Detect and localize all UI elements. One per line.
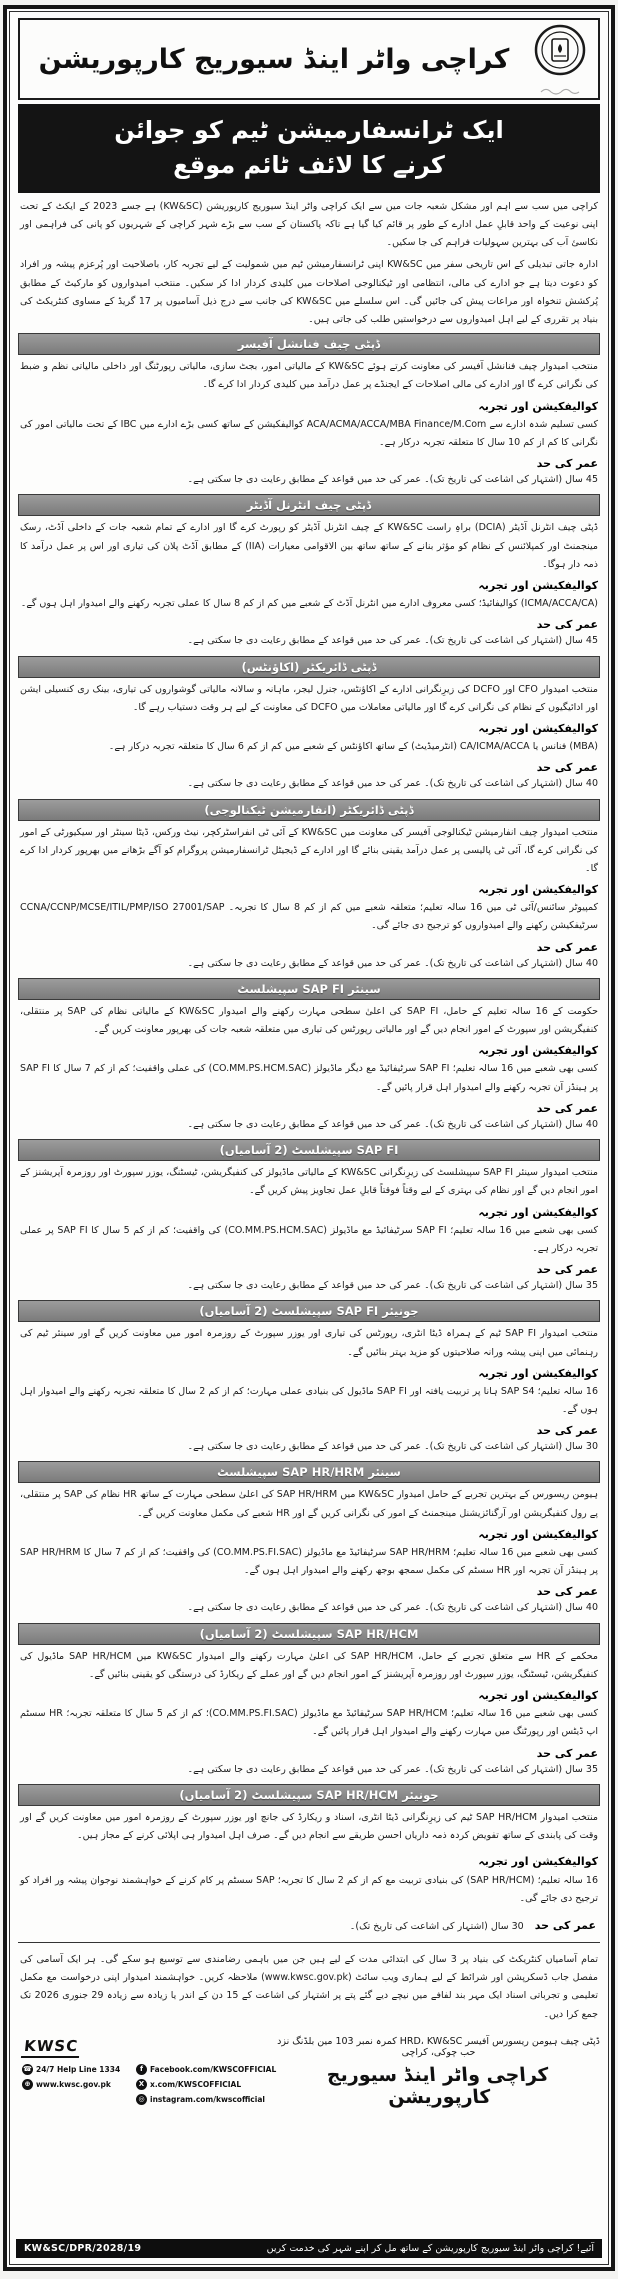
instagram-row — [136, 2092, 271, 2107]
job-title-bar — [18, 1461, 600, 1483]
reference-number: KW&SC/DPR/2028/19 — [24, 2243, 142, 2254]
phone-text: 24/7 Help Line 1334 — [36, 2064, 121, 2074]
contact-block — [18, 2034, 277, 2107]
age-row — [18, 457, 600, 489]
facebook-text: Facebook.com/KWSCOFFICIAL — [150, 2064, 277, 2074]
job-age-limit: 40 سال (اشتہار کی اشاعت کی تاریخ تک)۔ عمر کی حد میں قواعد کے مطابق رعایت دی جا سکتی ہے۔ — [187, 1118, 598, 1130]
job-qualification: 16 سالہ تعلیم؛ SAP S4 ہانا پر تربیت یافتہ اور SAP FI ماڈیول کی بنیادی عملی مہارت؛ کم از کم 2 سال کا متعلقہ تجربہ رکھنے والے امیدوار اہل ہوں گے۔ — [20, 1385, 599, 1415]
qualification-heading: کوالیفکیشن اور تجربہ — [478, 1855, 598, 1869]
job-description: حکومت کے 16 سالہ تعلیم کے حامل، SAP FI کی اعلیٰ سطحی مہارت رکھنے والے امیدوار KW&SC کے مالیاتی نظام کی SAP پر منتقلی، کنفیگریشن اور سپورٹ کے امور انجام دیں گے اور مالیاتی رپورٹس کی تیاری میں متعلقہ شعبہ جات کی بھرپور معاونت کریں گے۔ — [20, 1005, 598, 1036]
job-title: سینئر SAP FI سپیشلسٹ — [237, 981, 381, 996]
logo-caption-squiggle — [540, 87, 580, 95]
age-row — [18, 1424, 600, 1456]
job-section — [18, 1300, 600, 1456]
phone-row — [22, 2062, 132, 2077]
job-description: ہیومن ریسورس کے بہترین تجربے کے حامل امیدوار KW&SC میں SAP HR/HRM کی اعلیٰ سطحی مہارت کے ساتھ HR نظام کی SAP پر منتقلی، پے رول کنفیگریشن اور آرگنائزیشنل مینجمنٹ کے امور کی نگرانی کریں گے اور HR شعبے کی مکمل معاونت کریں گے۔ — [20, 1489, 599, 1519]
job-title: ڈپٹی چیف انٹرنل آڈیٹر — [246, 498, 372, 513]
job-age-limit: 45 سال (اشتہار کی اشاعت کی تاریخ تک)۔ عمر کی حد میں قواعد کے مطابق رعایت دی جا سکتی ہے۔ — [187, 474, 598, 486]
job-listings — [18, 333, 600, 1936]
contact-grid — [22, 2062, 277, 2107]
qualification-heading: کوالیفکیشن اور تجربہ — [478, 1205, 598, 1219]
qualification-heading: کوالیفکیشن اور تجربہ — [478, 1366, 598, 1380]
org-title: کراچی واٹر اینڈ سیوریج کارپوریشن — [38, 43, 510, 75]
age-row — [20, 1914, 598, 1936]
website-row — [22, 2077, 132, 2092]
job-age-limit: 30 سال (اشتہار کی اشاعت کی تاریخ تک)۔ عمر کی حد میں قواعد کے مطابق رعایت دی جا سکتی ہے۔ — [187, 1441, 598, 1453]
x-row — [136, 2077, 271, 2092]
age-limit-heading: عمر کی حد — [536, 1585, 598, 1599]
job-age-limit: 45 سال (اشتہار کی اشاعت کی تاریخ تک)۔ عمر کی حد میں قواعد کے مطابق رعایت دی جا سکتی ہے۔ — [187, 635, 598, 647]
qualification-heading: کوالیفکیشن اور تجربہ — [478, 1689, 598, 1703]
job-qualification: کمپیوٹر سائنس/آئی ٹی میں 16 سالہ تعلیم؛ متعلقہ شعبے میں کم از کم 8 سال کا تجربہ۔ CCNA/CCNP/MCSE/ITIL/PMP/ISO 27001/SAP سرٹیفکیشن رکھنے والے امیدواروں کو ترجیح دی جائے گی۔ — [20, 902, 598, 932]
job-description: منتخب امیدوار چیف فنانشل آفیسر کی معاونت کرتے ہوئے KW&SC کے مالیاتی امور، بجٹ سازی، مالیاتی رپورٹنگ اور داخلی مالیاتی نظم و ضبط کی نگرانی کرے گا اور ادارے کی مالی اصلاحات کے ایجنڈے پر عمل درآمد میں کلیدی کردار ادا کرے گا۔ — [20, 361, 598, 391]
age-limit-heading: عمر کی حد — [536, 940, 598, 954]
qualification-heading: کوالیفکیشن اور تجربہ — [478, 883, 598, 897]
age-row — [18, 761, 600, 793]
job-section — [18, 333, 600, 489]
intro-section — [18, 198, 600, 330]
job-title: جونیئر SAP HR/HCM سپیشلسٹ (2 آسامیاں) — [179, 1787, 439, 1802]
job-age-limit: 40 سال (اشتہار کی اشاعت کی تاریخ تک)۔ عمر کی حد میں قواعد کے مطابق رعایت دی جا سکتی ہے۔ — [187, 957, 598, 969]
job-title: SAP HR/HCM سپیشلسٹ (2 آسامیاں) — [199, 1626, 419, 1641]
job-title-bar — [18, 494, 600, 516]
age-limit-heading: عمر کی حد — [536, 1101, 598, 1115]
spacer-row — [22, 2092, 132, 2107]
job-qualification: کسی تسلیم شدہ ادارے سے ACA/ACMA/ACCA/MBA Finance/M.Com کوالیفکیشن کے ساتھ کسی بڑے ادارے میں IBC کے تحت مالیاتی امور کی نگرانی کا کم از کم 10 سال کا متعلقہ تجربہ درکار ہے۔ — [20, 418, 598, 448]
age-row — [18, 1747, 600, 1779]
instagram-text: instagram.com/kwscofficial — [150, 2094, 265, 2104]
bottom-bar — [16, 2239, 602, 2258]
facebook-row — [136, 2062, 277, 2077]
job-description: ڈپٹی چیف انٹرنل آڈیٹر (DCIA) براہِ راست KW&SC کے چیف انٹرنل آڈیٹر کو رپورٹ کرے گا اور ادارے کے تمام شعبہ جات کے داخلی آڈٹ، رسک مینجمنٹ اور کمپلائنس کے نظام کو مؤثر بنانے کے ساتھ ساتھ بین الاقوامی معیارات (IIA) کے مطابق آڈٹ پلان کی تیاری اور اس پر عمل درآمد کا ذمہ دار ہوگا۔ — [20, 522, 599, 570]
job-section — [18, 494, 600, 650]
job-title-bar — [18, 1300, 600, 1322]
kwsc-footer-logo: KWSC — [21, 2037, 81, 2058]
age-limit-heading: عمر کی حد — [536, 1746, 598, 1760]
x-icon: X — [136, 2079, 147, 2090]
job-section — [18, 1623, 600, 1779]
closing-text: تمام آسامیاں کنٹریکٹ کی بنیاد پر 3 سال کی ابتدائی مدت کے لیے ہیں جن میں باہمی رضامندی سے توسیع ہو سکے گی۔ ہر ایک آسامی کی مفصل جاب ڈسکرپشن اور شرائط کے لیے ہماری ویب سائٹ (www.kwsc.gov.pk) ملاحظہ کریں۔ خواہشمند امیدوار اپنی درخواست مع مکمل تعلیمی و تجرباتی اسناد ایک مہر بند لفافے میں نیچے دیے گئے پتے پر اشتہار کی اشاعت کے 15 دن کے اندر یا زیادہ سے زیادہ 29 جنوری 2026 تک جمع کرا دیں۔ — [20, 1953, 598, 2020]
job-title: ڈپٹی چیف فنانشل آفیسر — [237, 337, 381, 352]
job-title: سینئر SAP HR/HRM سپیشلسٹ — [217, 1465, 401, 1480]
job-section — [18, 1784, 600, 1936]
job-age-limit: 30 سال (اشتہار کی اشاعت کی تاریخ تک)۔ — [349, 1920, 524, 1932]
headline-banner — [18, 104, 600, 193]
job-description: منتخب امیدوار CFO اور DCFO کی زیرِنگرانی ادارے کے اکاؤنٹس، جنرل لیجر، ماہانہ و سالانہ مالیاتی گوشواروں کی تیاری، بینک ری کنسیلی ایشن اور ادائیگیوں کے نظام کی نگرانی کرے گا اور مالیاتی معاملات میں DCFO کی معاونت کے لیے ہر وقت دستیاب رہے گا۔ — [20, 683, 599, 713]
bottom-tagline: آئیے! کراچی واٹر اینڈ سیوریج کارپوریشن کے ساتھ مل کر اپنے شہر کی خدمت کریں — [266, 2243, 594, 2254]
age-row — [18, 1585, 600, 1617]
age-limit-heading: عمر کی حد — [536, 1263, 598, 1277]
job-qualification: (ICMA/ACCA/CA) کوالیفائیڈ؛ کسی معروف ادارے میں انٹرنل آڈٹ کے شعبے میں کم از کم 8 سال کا عملی تجربہ رکھنے والے امیدوار اہل ہوں گے۔ — [20, 598, 598, 610]
qualification-heading: کوالیفکیشن اور تجربہ — [478, 722, 598, 736]
job-qualification: کسی بھی شعبے میں 16 سالہ تعلیم؛ SAP FI سرٹیفائیڈ مع دیگر ماڈیولز (CO.MM.PS.HCM.SAC) کی عملی واقفیت؛ کم از کم 7 سال کا SAP FI پر ہینڈز آن تجربہ رکھنے والے امیدوار اہل قرار پائیں گے۔ — [20, 1063, 598, 1093]
ad-inner-frame — [9, 11, 609, 2265]
header-box — [18, 18, 600, 100]
job-description: منتخب امیدوار SAP HR/HCM ٹیم کی زیرِنگرانی ڈیٹا انٹری، اسناد و ریکارڈ کی جانچ اور یوزر سپورٹ کے روزمرہ امور میں معاونت کریں گے اور وقت کی پابندی کے ساتھ تفویض کردہ ذمہ داریاں احسن طریقے سے انجام دیں گے۔ صرف اہل امیدوار ہی اپلائی کرنے کے مجاز ہیں۔ — [20, 1811, 599, 1842]
job-qualification: 16 سالہ تعلیم؛ (SAP HR/HCM) کی بنیادی تربیت مع کم از کم 2 سال کا تجربہ؛ SAP سسٹم پر کام کرنے کے خواہشمند نوجوان پیشہ ور افراد کو ترجیح دی جائے گی۔ — [20, 1875, 599, 1905]
job-title-bar — [18, 1139, 600, 1161]
x-text: x.com/KWSCOFFICIAL — [150, 2079, 242, 2089]
job-age-limit: 40 سال (اشتہار کی اشاعت کی تاریخ تک)۔ عمر کی حد میں قواعد کے مطابق رعایت دی جا سکتی ہے۔ — [187, 778, 598, 790]
headline-line-1: ایک ٹرانسفارمیشن ٹیم کو جوائن — [114, 116, 504, 144]
age-row — [18, 1102, 600, 1134]
age-row — [18, 941, 600, 973]
age-limit-heading: عمر کی حد — [536, 457, 598, 471]
address-block — [277, 2034, 600, 2108]
org-signature: کراچی واٹر اینڈ سیوریج کارپوریشن — [325, 2063, 550, 2108]
headline-line-2: کرنے کا لائف ٹائم موقع — [173, 150, 445, 179]
job-title: ڈپٹی ڈائریکٹر (اکاؤنٹس) — [241, 659, 377, 674]
job-section — [18, 1139, 600, 1295]
instagram-icon: ◎ — [136, 2094, 147, 2105]
job-title: ڈپٹی ڈائریکٹر (انفارمیشن ٹیکنالوجی) — [204, 802, 414, 817]
address-line: ڈپٹی چیف ہیومن ریسورس آفیسر HRD، KW&SC کمرہ نمبر 103 مین بلڈنگ نزد حب چوکی، کراچی — [277, 2035, 600, 2058]
job-title-bar — [18, 799, 600, 821]
job-title-bar — [18, 978, 600, 1000]
phone-icon: ☎ — [23, 2064, 32, 2073]
qualification-heading: کوالیفکیشن اور تجربہ — [478, 579, 598, 593]
job-description: منتخب امیدوار SAP FI ٹیم کے ہمراہ ڈیٹا انٹری، رپورٹس کی تیاری اور یوزر سپورٹ کے روزمرہ امور میں معاونت کریں گے اور سینئر ٹیم کی رہنمائی میں اپنی پیشہ ورانہ صلاحیتوں کو مزید بہتر بنائیں گے۔ — [20, 1328, 598, 1358]
job-age-limit: 35 سال (اشتہار کی اشاعت کی تاریخ تک)۔ عمر کی حد میں قواعد کے مطابق رعایت دی جا سکتی ہے۔ — [187, 1280, 598, 1292]
globe-icon: ⊕ — [22, 2079, 33, 2090]
job-qualification: کسی بھی شعبے میں 16 سالہ تعلیم؛ SAP FI سرٹیفائیڈ مع ماڈیولز (CO.MM.PS.HCM.SAC) کی واقفیت؛ کم از کم 5 سال کا SAP FI پر عملی تجربہ درکار ہے۔ — [20, 1224, 598, 1254]
qualification-heading: کوالیفکیشن اور تجربہ — [478, 1527, 598, 1541]
job-qualification: کسی بھی شعبے میں 16 سالہ تعلیم؛ SAP HR/HCM سرٹیفائیڈ مع ماڈیولز (CO.MM.PS.FI.SAC)؛ کم از کم 5 سال کا متعلقہ تجربہ؛ HR سسٹم اپ ڈیٹس اور رپورٹنگ میں مہارت رکھنے والے امیدوار اہل قرار پائیں گے۔ — [20, 1708, 598, 1738]
job-description: منتخب امیدوار چیف انفارمیشن ٹیکنالوجی آفیسر کی معاونت میں KW&SC کے آئی ٹی انفراسٹرکچر، نیٹ ورکس، ڈیٹا سینٹر اور سیکیورٹی کے امور کی نگرانی کرے گا، آئی ٹی پالیسی پر عمل درآمد یقینی بنائے گا اور ادارے کے ڈیجیٹل ٹرانسفارمیشن پروگرام کو آگے بڑھانے میں بھرپور کردار ادا کرے گا۔ — [20, 826, 598, 874]
job-description: منتخب امیدوار سینئر SAP FI سپیشلسٹ کی زیرِنگرانی KW&SC کے مالیاتی ماڈیولز کی کنفیگریشن، ٹیسٹنگ، یوزر سپورٹ اور روزمرہ آپریشنز کے امور انجام دیں گے اور نظام کی بہتری کے لیے وقتاً فوقتاً قابلِ عمل تجاویز پیش کریں گے۔ — [20, 1167, 598, 1197]
age-limit-heading: عمر کی حد — [536, 1424, 598, 1438]
age-limit-heading: عمر کی حد — [534, 1918, 596, 1932]
kwsc-emblem-logo — [530, 24, 590, 99]
job-description: محکمے کے HR سے متعلق تجربے کے حامل، SAP HR/HCM کی اعلیٰ مہارت رکھنے والے امیدوار KW&SC میں SAP HR/HCM ماڈیول کی کنفیگریشن، ٹیسٹنگ، یوزر سپورٹ اور روزمرہ آپریشنز کے امور انجام دیں گے اور عملے کے ریکارڈ کی درستگی کو یقینی بنائیں گے۔ — [20, 1650, 598, 1680]
footer — [18, 2034, 600, 2108]
job-title: جونیئر SAP FI سپیشلسٹ (2 آسامیاں) — [199, 1304, 419, 1319]
job-title-bar — [18, 1623, 600, 1645]
ad-outer-frame — [3, 5, 615, 2271]
job-section — [18, 1461, 600, 1617]
age-row — [18, 1263, 600, 1295]
job-title: SAP FI سپیشلسٹ (2 آسامیاں) — [219, 1143, 399, 1158]
intro-paragraph-1: کراچی میں سب سے اہم اور مشکل شعبہ جات میں سے ایک کراچی واٹر اینڈ سیوریج کارپوریشن (KW&SC) ہے جسے 2023 کے ایکٹ کے تحت اپنی نوعیت کے واحد قابلِ عمل ادارے کے طور پر قائم کیا گیا ہے تاکہ پاکستان کے سب سے بڑے شہر کراچی کے شہریوں کو پانی کی فراہمی اور نکاسیٔ آب کی بہترین سہولیات فراہم کی جا سکیں۔ — [20, 200, 598, 249]
closing-instructions — [18, 1942, 600, 2024]
job-title-bar — [18, 333, 600, 355]
job-title-bar — [18, 1784, 600, 1806]
kwsc-emblem-icon — [534, 24, 586, 76]
age-limit-heading: عمر کی حد — [536, 761, 598, 775]
job-qualification: کسی بھی شعبے میں 16 سالہ تعلیم؛ SAP HR/HRM سرٹیفائیڈ مع ماڈیولز (CO.MM.PS.FI.SAC) کی واقفیت؛ کم از کم 7 سال کا SAP HR/HRM پر ہینڈز آن تجربہ اور HR سسٹم کی مکمل سمجھ بوجھ رکھنے والے امیدوار اہل ہوں گے۔ — [20, 1546, 598, 1577]
facebook-icon: f — [136, 2064, 147, 2075]
qualification-heading: کوالیفکیشن اور تجربہ — [478, 399, 598, 413]
website-text: www.kwsc.gov.pk — [36, 2079, 111, 2089]
job-age-limit: 40 سال (اشتہار کی اشاعت کی تاریخ تک)۔ عمر کی حد میں قواعد کے مطابق رعایت دی جا سکتی ہے۔ — [187, 1602, 598, 1614]
job-section — [18, 978, 600, 1134]
intro-paragraph-2: ادارہ جاتی تبدیلی کے اس تاریخی سفر میں KW&SC اپنی ٹرانسفارمیشن ٹیم میں شمولیت کے لیے تجربہ کار، باصلاحیت اور پُرعزم پیشہ ور افراد کو دعوت دیتا ہے جو ادارے کی مالی، انتظامی اور ٹیکنالوجی اصلاحات میں کلیدی کردار ادا کر سکیں۔ منتخب امیدواروں کو مارکیٹ کے مطابق پُرکشش تنخواہ اور مراعات پیش کی جائیں گی۔ اس سلسلے میں KW&SC کی جانب سے درج ذیل آسامیوں پر 17 گریڈ کے مساوی کنٹریکٹ کی بنیاد پر تقرری کے لیے اہل امیدواروں سے درخواستیں طلب کی جاتی ہیں۔ — [20, 259, 599, 325]
qualification-heading: کوالیفکیشن اور تجربہ — [478, 1044, 598, 1058]
age-limit-heading: عمر کی حد — [536, 618, 598, 632]
job-section — [18, 799, 600, 973]
job-qualification: (MBA) فنانس یا CA/ICMA/ACCA (انٹرمیڈیٹ) کے ساتھ اکاؤنٹس کے شعبے میں کم از کم 6 سال کا متعلقہ تجربہ درکار ہے۔ — [108, 741, 598, 753]
age-row — [18, 618, 600, 650]
job-age-limit: 35 سال (اشتہار کی اشاعت کی تاریخ تک)۔ عمر کی حد میں قواعد کے مطابق رعایت دی جا سکتی ہے۔ — [187, 1763, 598, 1775]
job-section — [18, 656, 600, 794]
job-title-bar — [18, 656, 600, 678]
